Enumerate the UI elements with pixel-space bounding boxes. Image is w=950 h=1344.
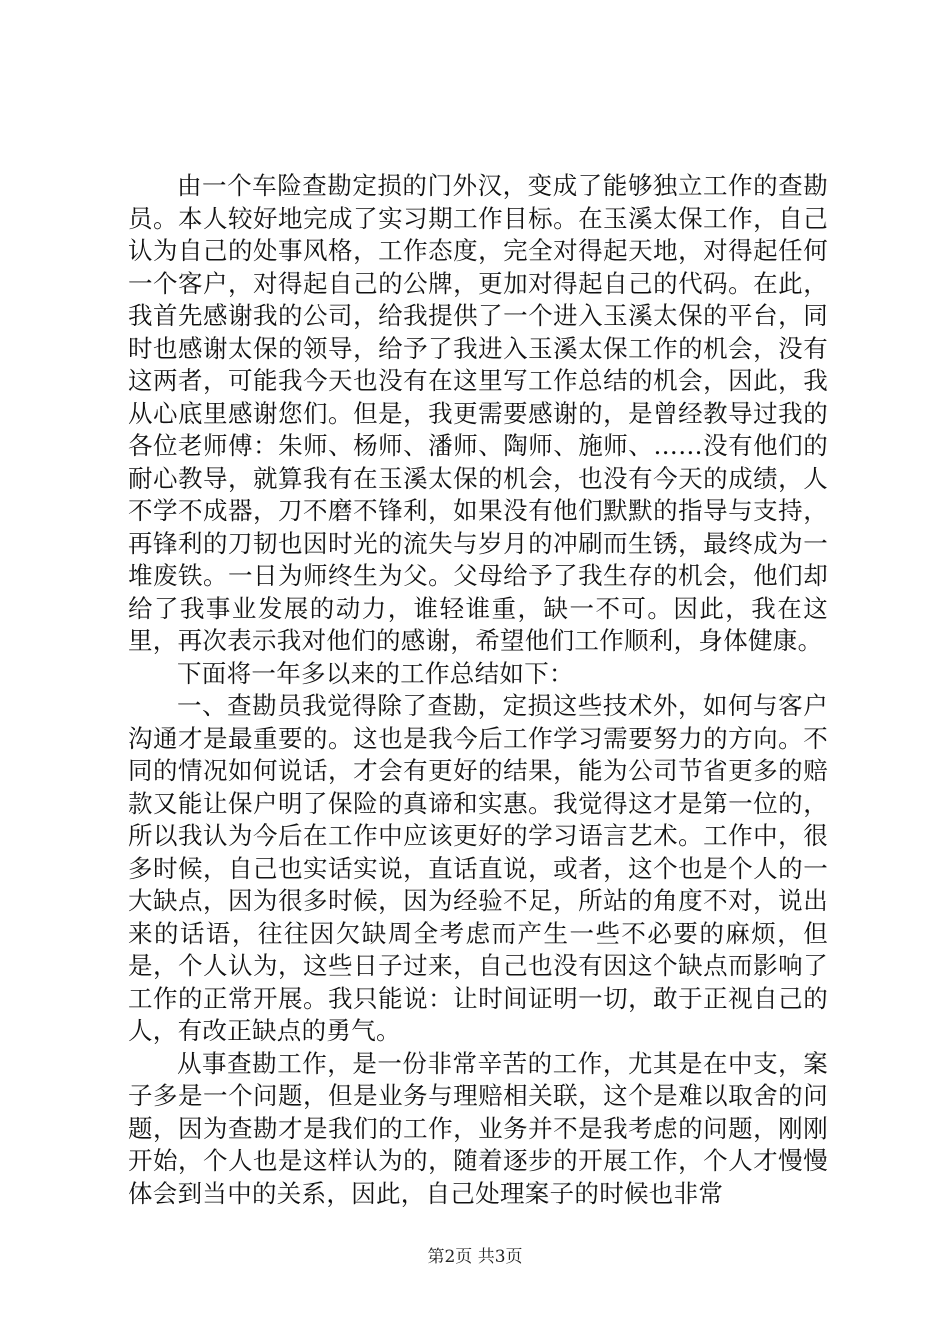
paragraph-survey-work: 从事查勘工作，是一份非常辛苦的工作，尤其是在中支，案子多是一个问题，但是业务与理赔相关联，这个是难以取舍的问题，因为查勘才是我们的工作，业务并不是我考虑的问题，刚刚开始，个人也是这样认为的，随着逐步的开展工作，个人才慢慢体会到当中的关系，因此，自己处理案子的时候也非常 bbox=[128, 1048, 828, 1208]
paragraph-summary-intro: 下面将一年多以来的工作总结如下： bbox=[177, 658, 574, 688]
paragraph-point-one: 一、查勘员我觉得除了查勘，定损这些技术外，如何与客户沟通才是最重要的。这也是我今后工作学习需要努力的方向。不同的情况如何说话，才会有更好的结果，能为公司节省更多的赔款又能让保户明了保险的真谛和实惠。我觉得这才是第一位的，所以我认为今后在工作中应该更好的学习语言艺术。工作中，很多时候，自己也实话实说，直话直说，或者，这个也是个人的一大缺点，因为很多时候，因为经验不足，所站的角度不对，说出来的话语，往往因欠缺周全考虑而产生一些不必要的麻烦，但是，个人认为，这些日子过来，自己也没有因这个缺点而影响了工作的正常开展。我只能说：让时间证明一切，敢于正视自己的人，有改正缺点的勇气。 bbox=[128, 691, 828, 1045]
page-footer bbox=[0, 1246, 950, 1268]
document-body bbox=[128, 170, 828, 1210]
paragraph-gratitude: 由一个车险查勘定损的门外汉，变成了能够独立工作的查勘员。本人较好地完成了实习期工作目标。在玉溪太保工作，自己认为自己的处事风格，工作态度，完全对得起天地，对得起任何一个客户，对得起自己的公牌，更加对得起自己的代码。在此，我首先感谢我的公司，给我提供了一个进入玉溪太保的平台，同时也感谢太保的领导，给予了我进入玉溪太保工作的机会，没有这两者，可能我今天也没有在这里写工作总结的机会，因此，我从心底里感谢您们。但是，我更需要感谢的，是曾经教导过我的各位老师傅：朱师、杨师、潘师、陶师、施师、……没有他们的耐心教导，就算我有在玉溪太保的机会，也没有今天的成绩，人不学不成器，刀不磨不锋利，如果没有他们默默的指导与支持，再锋利的刀韧也因时光的流失与岁月的冲刷而生锈，最终成为一堆废铁。一日为师终生为父。父母给予了我生存的机会，他们却给了我事业发展的动力，谁轻谁重，缺一不可。因此，我在这里，再次表示我对他们的感谢，希望他们工作顺利，身体健康。 bbox=[128, 171, 828, 655]
page-number: 第2页 共3页 bbox=[427, 1247, 523, 1267]
